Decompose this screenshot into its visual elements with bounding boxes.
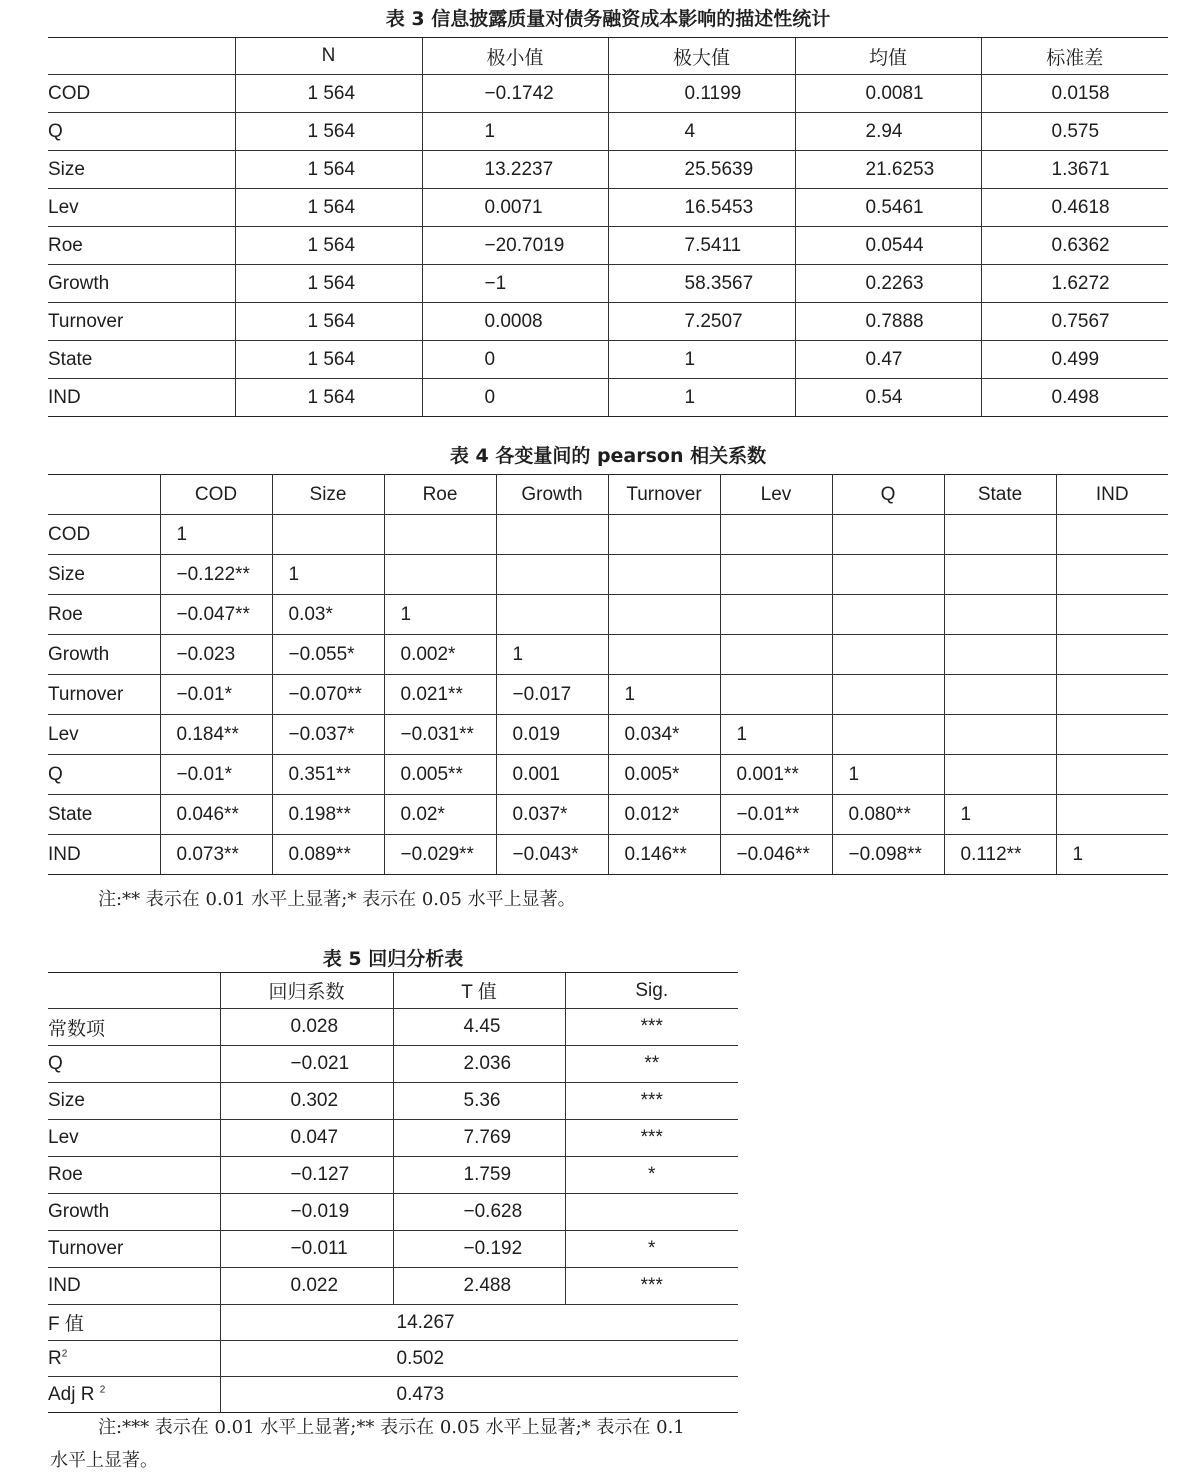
table-cell: 1 564 [235, 341, 422, 379]
table-cell: 1 [608, 675, 720, 715]
table-cell: 25.5639 [608, 151, 795, 189]
table-cell: −0.029** [384, 835, 496, 875]
table-cell: −0.01* [160, 675, 272, 715]
table-cell: 0.047 [220, 1120, 393, 1157]
row-label: Roe [48, 595, 160, 635]
table-cell [1056, 675, 1168, 715]
superscript: 2 [61, 1348, 68, 1360]
table-cell: 1 564 [235, 113, 422, 151]
table-cell: 0.019 [496, 715, 608, 755]
row-label: Growth [48, 265, 235, 303]
column-header: COD [160, 475, 272, 515]
significance-cell [565, 1194, 738, 1231]
summary-label [48, 1377, 220, 1413]
table-row [48, 835, 1168, 875]
row-label: COD [48, 515, 160, 555]
table-cell [944, 715, 1056, 755]
table-cell: 58.3567 [608, 265, 795, 303]
table-cell: 0.4618 [981, 189, 1168, 227]
table-cell: −0.037* [272, 715, 384, 755]
table-cell: 13.2237 [422, 151, 608, 189]
table-row [48, 151, 1168, 189]
row-label: State [48, 341, 235, 379]
table-cell: 1 [720, 715, 832, 755]
table-row [48, 75, 1168, 113]
table-cell [720, 635, 832, 675]
table5-caption: 表 5 回归分析表 [322, 948, 464, 970]
column-header: Growth [496, 475, 608, 515]
table-cell: 16.5453 [608, 189, 795, 227]
significance-cell: *** [565, 1083, 738, 1120]
summary-label-text: R [48, 1347, 62, 1369]
column-header: IND [1056, 475, 1168, 515]
table-row [48, 635, 1168, 675]
column-header: T 值 [393, 973, 565, 1009]
table-cell: 4.45 [393, 1009, 565, 1046]
table-cell: −0.047** [160, 595, 272, 635]
table-row [48, 1046, 738, 1083]
column-header [48, 475, 160, 515]
table-cell [720, 555, 832, 595]
table-row [48, 341, 1168, 379]
table-cell [496, 595, 608, 635]
table-cell: 1.759 [393, 1157, 565, 1194]
table-cell: −0.01** [720, 795, 832, 835]
summary-value: 0.502 [220, 1341, 738, 1377]
table-cell: 0.02* [384, 795, 496, 835]
table-cell [832, 595, 944, 635]
table-cell: 0.7888 [795, 303, 981, 341]
table5-regression [48, 972, 738, 1413]
table-row [48, 715, 1168, 755]
table-row [48, 113, 1168, 151]
table-row [48, 1120, 738, 1157]
table-cell [944, 515, 1056, 555]
significance-cell: *** [565, 1268, 738, 1305]
table-cell: 1 [608, 341, 795, 379]
table-cell: 0.005* [608, 755, 720, 795]
table-cell: −20.7019 [422, 227, 608, 265]
table-cell: −0.031** [384, 715, 496, 755]
table-cell [384, 515, 496, 555]
table-cell: 1 [1056, 835, 1168, 875]
column-header [48, 973, 220, 1009]
table-row [48, 303, 1168, 341]
table-cell: 0.47 [795, 341, 981, 379]
summary-label-text: Adj R [48, 1383, 100, 1405]
table-cell: 0.498 [981, 379, 1168, 417]
table-cell: −0.1742 [422, 75, 608, 113]
row-label: Size [48, 555, 160, 595]
table-cell: 0.5461 [795, 189, 981, 227]
table-cell [384, 555, 496, 595]
table-cell [608, 555, 720, 595]
table-cell [832, 555, 944, 595]
table-cell: 1 564 [235, 265, 422, 303]
table-cell: 2.488 [393, 1268, 565, 1305]
table-cell: 0.351** [272, 755, 384, 795]
table-cell: −0.127 [220, 1157, 393, 1194]
column-header: 回归系数 [220, 973, 393, 1009]
table-cell: 4 [608, 113, 795, 151]
table3-header-row [48, 38, 1168, 75]
table-cell: 0.080** [832, 795, 944, 835]
table-cell: 0.198** [272, 795, 384, 835]
table-cell: 0.001** [720, 755, 832, 795]
column-header: 均值 [795, 38, 981, 75]
summary-label [48, 1341, 220, 1377]
table-cell: 0.046** [160, 795, 272, 835]
row-label: Q [48, 1046, 220, 1083]
table-cell: 0.575 [981, 113, 1168, 151]
table-cell [944, 675, 1056, 715]
table-cell: 1 564 [235, 303, 422, 341]
table-cell: 0 [422, 379, 608, 417]
table-row [48, 1194, 738, 1231]
column-header: 标准差 [981, 38, 1168, 75]
table-cell [720, 675, 832, 715]
table-row [48, 515, 1168, 555]
table-row [48, 227, 1168, 265]
row-label: Q [48, 755, 160, 795]
table-cell [944, 595, 1056, 635]
table-cell: 1 [608, 379, 795, 417]
table-cell: 1 [422, 113, 608, 151]
significance-cell: * [565, 1231, 738, 1268]
table-cell: 0.034* [608, 715, 720, 755]
table-cell [944, 635, 1056, 675]
table-cell: −0.070** [272, 675, 384, 715]
table-cell [496, 555, 608, 595]
column-header: Lev [720, 475, 832, 515]
row-label: COD [48, 75, 235, 113]
row-label: Q [48, 113, 235, 151]
table-cell [608, 595, 720, 635]
table-cell [1056, 755, 1168, 795]
table-row [48, 265, 1168, 303]
table-cell: 1 564 [235, 75, 422, 113]
table-cell: 2.94 [795, 113, 981, 151]
table-cell: 0.2263 [795, 265, 981, 303]
table-cell: −0.017 [496, 675, 608, 715]
table-cell [832, 635, 944, 675]
table4-caption: 表 4 各变量间的 pearson 相关系数 [449, 445, 767, 467]
table-cell [608, 515, 720, 555]
summary-row [48, 1305, 738, 1341]
table-row [48, 755, 1168, 795]
table-cell: −0.043* [496, 835, 608, 875]
table5-note-line2: 水平上显著。 [50, 1450, 158, 1471]
table-row [48, 1083, 738, 1120]
table-cell: 0.012* [608, 795, 720, 835]
table-cell: 0.03* [272, 595, 384, 635]
table-cell: 1 564 [235, 227, 422, 265]
table-row [48, 1231, 738, 1268]
table-cell: 0.7567 [981, 303, 1168, 341]
table-cell: −0.122** [160, 555, 272, 595]
table5-note-line1: 注:*** 表示在 0.01 水平上显著;** 表示在 0.05 水平上显著;* 表示在 0.1 [98, 1417, 685, 1438]
table-cell: 1 [496, 635, 608, 675]
table-cell: 1 [272, 555, 384, 595]
table-cell: −0.628 [393, 1194, 565, 1231]
table-cell: 7.5411 [608, 227, 795, 265]
table-cell: −0.019 [220, 1194, 393, 1231]
table-cell: 1 564 [235, 379, 422, 417]
row-label: IND [48, 835, 160, 875]
table-cell: 1.6272 [981, 265, 1168, 303]
table-cell: 0.0081 [795, 75, 981, 113]
table4-note: 注:** 表示在 0.01 水平上显著;* 表示在 0.05 水平上显著。 [98, 889, 576, 910]
table-cell: −1 [422, 265, 608, 303]
table-row [48, 189, 1168, 227]
table-cell: 7.2507 [608, 303, 795, 341]
row-label: IND [48, 379, 235, 417]
table-cell [720, 595, 832, 635]
table-row [48, 555, 1168, 595]
table-cell [1056, 555, 1168, 595]
table-cell: −0.055* [272, 635, 384, 675]
column-header: N [235, 38, 422, 75]
table-cell [832, 675, 944, 715]
table-cell: 0.499 [981, 341, 1168, 379]
table-row [48, 379, 1168, 417]
table-cell: 0.073** [160, 835, 272, 875]
column-header: Q [832, 475, 944, 515]
table-cell: 0.028 [220, 1009, 393, 1046]
row-label: Size [48, 1083, 220, 1120]
table-cell: 0.022 [220, 1268, 393, 1305]
summary-value: 0.473 [220, 1377, 738, 1413]
table-cell: 21.6253 [795, 151, 981, 189]
row-label: Turnover [48, 675, 160, 715]
table-cell [1056, 515, 1168, 555]
table-cell: 5.36 [393, 1083, 565, 1120]
table3-caption: 表 3 信息披露质量对债务融资成本影响的描述性统计 [385, 8, 831, 30]
row-label: Growth [48, 635, 160, 675]
table-cell: −0.046** [720, 835, 832, 875]
table-cell: 7.769 [393, 1120, 565, 1157]
table5-header-row [48, 973, 738, 1009]
table-cell [944, 555, 1056, 595]
summary-row [48, 1377, 738, 1413]
table-row [48, 675, 1168, 715]
table-cell: 1 564 [235, 189, 422, 227]
row-label: Size [48, 151, 235, 189]
table-cell [272, 515, 384, 555]
table4-header-row [48, 475, 1168, 515]
table-row [48, 1157, 738, 1194]
table4-correlation-matrix [48, 474, 1168, 875]
table-cell [608, 635, 720, 675]
table-cell: 1 [384, 595, 496, 635]
superscript: 2 [99, 1384, 106, 1396]
table-cell [1056, 795, 1168, 835]
table-cell [496, 515, 608, 555]
table-cell: −0.01* [160, 755, 272, 795]
table-cell: 0.1199 [608, 75, 795, 113]
table-cell: 0.0008 [422, 303, 608, 341]
table-row [48, 595, 1168, 635]
table-row [48, 1009, 738, 1046]
table-cell: 1.3671 [981, 151, 1168, 189]
column-header [48, 38, 235, 75]
column-header: 极大值 [608, 38, 795, 75]
table-cell: 0.112** [944, 835, 1056, 875]
summary-label-text: F 值 [48, 1314, 84, 1335]
table-cell: 0.302 [220, 1083, 393, 1120]
table-cell: 0.0158 [981, 75, 1168, 113]
table-cell: 0.002* [384, 635, 496, 675]
column-header: Turnover [608, 475, 720, 515]
table-cell: 2.036 [393, 1046, 565, 1083]
table-cell: 0.089** [272, 835, 384, 875]
table-cell: 0.021** [384, 675, 496, 715]
table-cell: 0.184** [160, 715, 272, 755]
table-cell [720, 515, 832, 555]
table-cell: 0.005** [384, 755, 496, 795]
table-cell: 1 [944, 795, 1056, 835]
row-label: Growth [48, 1194, 220, 1231]
table-cell: 0.54 [795, 379, 981, 417]
row-label: State [48, 795, 160, 835]
table-cell: 0.146** [608, 835, 720, 875]
significance-cell: *** [565, 1120, 738, 1157]
table-cell: 0 [422, 341, 608, 379]
table-cell: 0.037* [496, 795, 608, 835]
table-cell: 1 [832, 755, 944, 795]
table-cell: −0.192 [393, 1231, 565, 1268]
table-cell: 1 564 [235, 151, 422, 189]
table-cell: 0.0544 [795, 227, 981, 265]
table-cell [1056, 595, 1168, 635]
column-header: Size [272, 475, 384, 515]
table-cell: 0.0071 [422, 189, 608, 227]
column-header: State [944, 475, 1056, 515]
significance-cell: * [565, 1157, 738, 1194]
table-cell [944, 755, 1056, 795]
table-cell [832, 715, 944, 755]
table-cell: 1 [160, 515, 272, 555]
table-cell [832, 515, 944, 555]
summary-row [48, 1341, 738, 1377]
row-label: IND [48, 1268, 220, 1305]
table3-descriptive-stats [48, 37, 1168, 417]
table-row [48, 795, 1168, 835]
table-cell: 0.6362 [981, 227, 1168, 265]
significance-cell: *** [565, 1009, 738, 1046]
column-header: Roe [384, 475, 496, 515]
column-header: 极小值 [422, 38, 608, 75]
table-cell: −0.023 [160, 635, 272, 675]
table-cell [1056, 715, 1168, 755]
row-label: Roe [48, 1157, 220, 1194]
summary-value: 14.267 [220, 1305, 738, 1341]
row-label: Roe [48, 227, 235, 265]
table-cell: 0.001 [496, 755, 608, 795]
summary-label [48, 1305, 220, 1341]
column-header: Sig. [565, 973, 738, 1009]
table-cell: −0.011 [220, 1231, 393, 1268]
row-label: Turnover [48, 1231, 220, 1268]
significance-cell: ** [565, 1046, 738, 1083]
table-cell: −0.098** [832, 835, 944, 875]
row-label: Turnover [48, 303, 235, 341]
row-label: Lev [48, 1120, 220, 1157]
row-label: Lev [48, 715, 160, 755]
row-label: Lev [48, 189, 235, 227]
table-cell: −0.021 [220, 1046, 393, 1083]
table-row [48, 1268, 738, 1305]
table-cell [1056, 635, 1168, 675]
row-label: 常数项 [48, 1009, 220, 1046]
